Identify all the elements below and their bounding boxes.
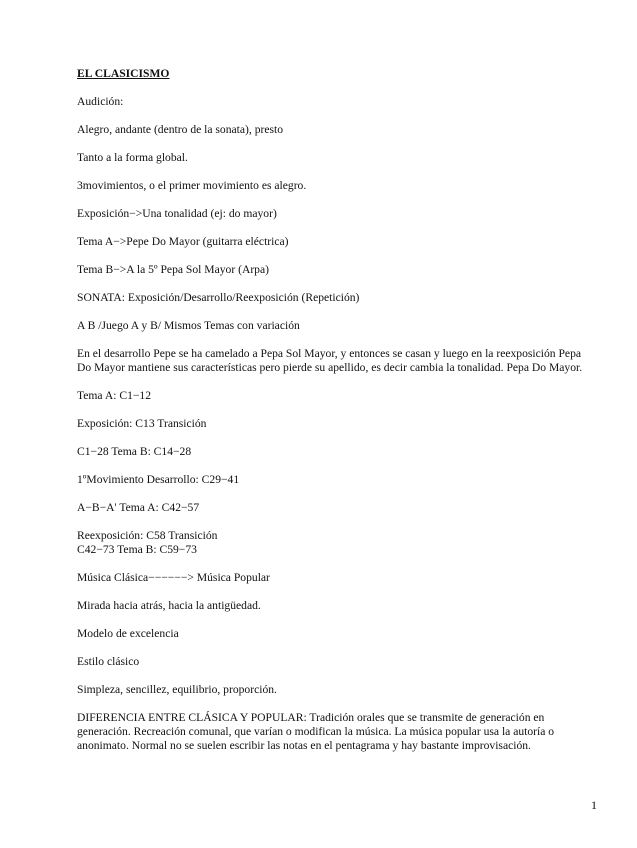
paragraph (77, 179, 617, 193)
paragraph (77, 417, 617, 431)
text-line: Audición: (77, 95, 124, 108)
paragraph (77, 711, 617, 753)
paragraph (77, 655, 617, 669)
text-line: Música Clásica−−−−−−> Música Popular (77, 571, 270, 584)
paragraph (77, 123, 617, 137)
text-line: Do Mayor mantiene sus características pero pierde su apellido, es decir cambia la tonalidad. Pepa Do Mayor. (77, 361, 583, 374)
page-number: 1 (591, 798, 597, 812)
text-line: Alegro, andante (dentro de la sonata), presto (77, 123, 284, 136)
paragraph (77, 571, 617, 585)
paragraph (77, 347, 617, 375)
paragraph (77, 207, 617, 221)
document-page (77, 67, 617, 767)
paragraph (77, 235, 617, 249)
text-line: Mirada hacia atrás, hacia la antigüedad. (77, 599, 261, 612)
text-line: Modelo de excelencia (77, 627, 179, 640)
text-line: Exposición: C13 Transición (77, 417, 207, 430)
text-line: Tema B−>A la 5º Pepa Sol Mayor (Arpa) (77, 263, 269, 276)
document-title: EL CLASICISMO (77, 67, 170, 80)
paragraph (77, 473, 617, 487)
text-line: A−B−A' Tema A: C42−57 (77, 501, 200, 514)
text-line: Tanto a la forma global. (77, 151, 188, 164)
text-line: Tema A: C1−12 (77, 389, 151, 402)
paragraph (77, 683, 617, 697)
text-line: 1ºMovimiento Desarrollo: C29−41 (77, 473, 240, 486)
paragraph (77, 263, 617, 277)
paragraph (77, 291, 617, 305)
paragraph (77, 501, 617, 515)
paragraph (77, 445, 617, 459)
text-line: Exposición−>Una tonalidad (ej: do mayor) (77, 207, 277, 220)
text-line: anonimato. Normal no se suelen escribir las notas en el pentagrama y hay bastante improvisación. (77, 739, 531, 752)
text-line: 3movimientos, o el primer movimiento es alegro. (77, 179, 307, 192)
text-line: En el desarrollo Pepe se ha camelado a Pepa Sol Mayor, y entonces se casan y luego en la reexposición Pepa (77, 347, 582, 360)
paragraph (77, 529, 617, 557)
paragraph (77, 95, 617, 109)
paragraph (77, 389, 617, 403)
text-line: Estilo clásico (77, 655, 140, 668)
document-body (77, 95, 617, 753)
text-line: Reexposición: C58 Transición (77, 529, 218, 542)
paragraph (77, 151, 617, 165)
paragraph (77, 319, 617, 333)
text-line: C1−28 Tema B: C14−28 (77, 445, 192, 458)
text-line: Simpleza, sencillez, equilibrio, proporción. (77, 683, 277, 696)
text-line: generación. Recreación comunal, que varían o modifican la música. La música popular usa la autoría o (77, 725, 555, 738)
text-line: DIFERENCIA ENTRE CLÁSICA Y POPULAR: Tradición orales que se transmite de generación en (77, 711, 545, 724)
text-line: A B /Juego A y B/ Mismos Temas con variación (77, 319, 300, 332)
paragraph (77, 627, 617, 641)
text-line: C42−73 Tema B: C59−73 (77, 543, 197, 556)
paragraph (77, 599, 617, 613)
text-line: Tema A−>Pepe Do Mayor (guitarra eléctrica) (77, 235, 289, 248)
text-line: SONATA: Exposición/Desarrollo/Reexposición (Repetición) (77, 291, 360, 304)
